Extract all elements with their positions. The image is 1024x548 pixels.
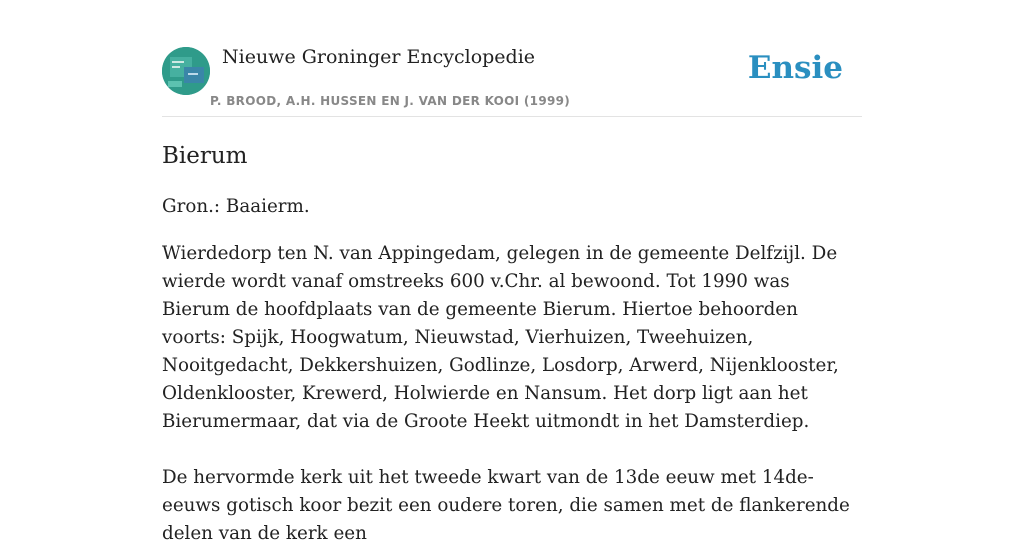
entry-paragraph: De hervormde kerk uit het tweede kwart van de 13de eeuw met 14de-eeuws gotisch koor bezit een oudere toren, die samen met de flankerende delen van de kerk een <box>162 467 850 544</box>
entry-paragraph: Gron.: Baaierm. <box>162 196 310 217</box>
entry-title: Bierum <box>162 143 248 169</box>
ensie-logo[interactable]: Ensie <box>747 50 843 86</box>
book-title[interactable]: Nieuwe Groninger Encyclopedie <box>222 46 536 68</box>
book-cover-icon[interactable] <box>162 47 210 95</box>
book-header <box>162 0 862 117</box>
entry-paragraph: Wierdedorp ten N. van Appingedam, gelegen in de gemeente Delfzijl. De wierde wordt vanaf omstreeks 600 v.Chr. al bewoond. Tot 1990 was Bierum de hoofdplaats van de gemeente Bierum. Hiertoe behoorden voorts: Spijk, Hoogwatum, Nieuwstad, Vierhuizen, Tweehuizen, Nooitgedacht, Dekkershuizen, Godlinze, Losdorp, Arwerd, Nijenklooster, Oldenklooster, Krewerd, Holwierde en Nansum. Het dorp ligt aan het Bierumermaar, dat via de Groote Heekt uitmondt in het Damsterdiep. <box>162 243 839 432</box>
page <box>162 0 862 548</box>
book-authors: P. BROOD, A.H. HUSSEN EN J. VAN DER KOOI (1999) <box>210 94 571 108</box>
entry-body <box>162 193 862 548</box>
